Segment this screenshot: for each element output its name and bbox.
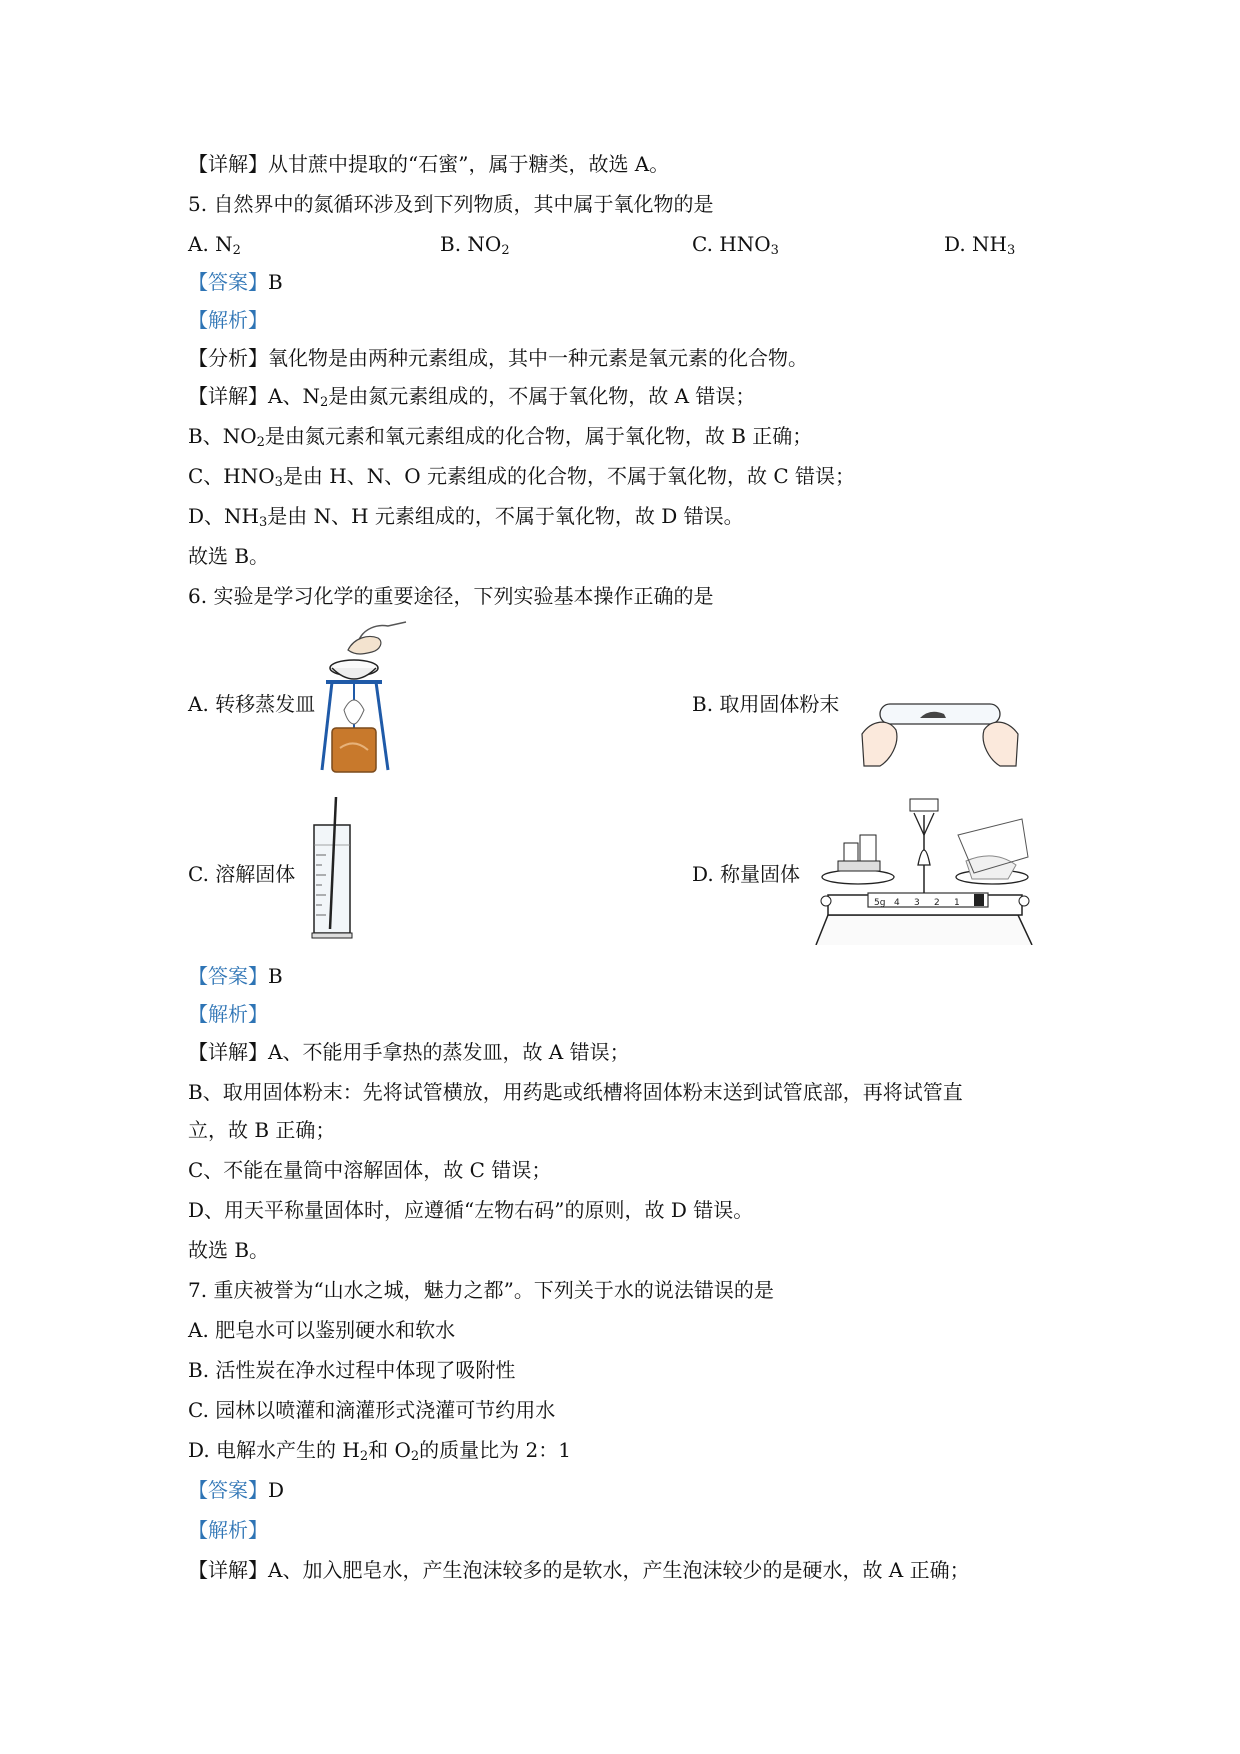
q5-detail-b: B、$NO_2$是由氮元素和氧元素组成的化合物，属于氧化物，故 B 正确； — [188, 424, 813, 450]
q6-conclusion: 故选 B。 — [188, 1238, 270, 1262]
scale-tick: 1 — [954, 898, 960, 908]
scale-tick: 3 — [914, 898, 920, 908]
q7-answer: 【答案】D — [188, 1478, 285, 1502]
q6-jiexi: 【解析】 — [188, 1002, 268, 1026]
scale-tick: 2 — [934, 898, 940, 908]
q5-fenxi: 【分析】氧化物是由两种元素组成，其中一种元素是氧元素的化合物。 — [188, 346, 808, 370]
q6-detail-b: B、取用固体粉末：先将试管横放，用药匙或纸槽将固体粉末送到试管底部，再将试管直 — [188, 1080, 963, 1104]
scale-tick: 4 — [894, 898, 900, 908]
q7-stem: 7. 重庆被誉为“山水之城，魅力之都”。下列关于水的说法错误的是 — [188, 1278, 774, 1302]
q7-option-b: B. 活性炭在净水过程中体现了吸附性 — [188, 1358, 516, 1382]
prev-detail: 【详解】从甘蔗中提取的“石蜜”，属于糖类，故选 A。 — [188, 152, 670, 176]
q6-stem: 6. 实验是学习化学的重要途径，下列实验基本操作正确的是 — [188, 584, 714, 608]
q5-option-d: D. $NH_3$ — [944, 232, 1016, 258]
q7-detail-a: 【详解】A、加入肥皂水，产生泡沫较多的是软水，产生泡沫较少的是硬水，故 A 正确； — [188, 1558, 970, 1582]
q5-detail-a: 【详解】A、$N_2$是由氮元素组成的，不属于氧化物，故 A 错误； — [188, 384, 756, 410]
q6-detail-b-cont: 立，故 B 正确； — [188, 1118, 336, 1142]
scale-tick: 5g — [874, 898, 886, 908]
q5-stem: 5. 自然界中的氮循环涉及到下列物质，其中属于氧化物的是 — [188, 192, 714, 216]
q5-option-a: A. $N_2$ — [188, 232, 241, 258]
graduated-cylinder-figure — [310, 795, 354, 940]
q5-detail-d: D、$NH_3$是由 N、H 元素组成的，不属于氧化物，故 D 错误。 — [188, 504, 744, 530]
q5-jiexi: 【解析】 — [188, 308, 268, 332]
q5-detail-c: C、$HNO_3$是由 H、N、O 元素组成的化合物，不属于氧化物，故 C 错误； — [188, 464, 855, 490]
balance-scale-figure — [808, 795, 1048, 945]
q6-option-b: B. 取用固体粉末 — [692, 692, 840, 716]
q6-option-c: C. 溶解固体 — [188, 862, 296, 886]
q6-detail-c: C、不能在量筒中溶解固体，故 C 错误； — [188, 1158, 552, 1182]
q6-option-d: D. 称量固体 — [692, 862, 801, 886]
q6-option-a: A. 转移蒸发皿 — [188, 692, 316, 716]
q7-option-d: D. 电解水产生的 $H_2$和 $O_2$的质量比为 2：1 — [188, 1438, 571, 1464]
q5-conclusion: 故选 B。 — [188, 544, 270, 568]
q5-option-c: C. $HNO_3$ — [692, 232, 779, 258]
q6-detail-a: 【详解】A、不能用手拿热的蒸发皿，故 A 错误； — [188, 1040, 630, 1064]
test-tube-powder-figure — [860, 690, 1020, 770]
q7-option-a: A. 肥皂水可以鉴别硬水和软水 — [188, 1318, 456, 1342]
q5-option-b: B. $NO_2$ — [440, 232, 510, 258]
q7-jiexi: 【解析】 — [188, 1518, 268, 1542]
q6-detail-d: D、用天平称量固体时，应遵循“左物右码”的原则，故 D 错误。 — [188, 1198, 754, 1222]
q5-answer: 【答案】B — [188, 270, 283, 294]
q7-option-c: C. 园林以喷灌和滴灌形式浇灌可节约用水 — [188, 1398, 556, 1422]
evaporating-dish-figure — [318, 620, 408, 780]
q6-answer: 【答案】B — [188, 964, 283, 988]
